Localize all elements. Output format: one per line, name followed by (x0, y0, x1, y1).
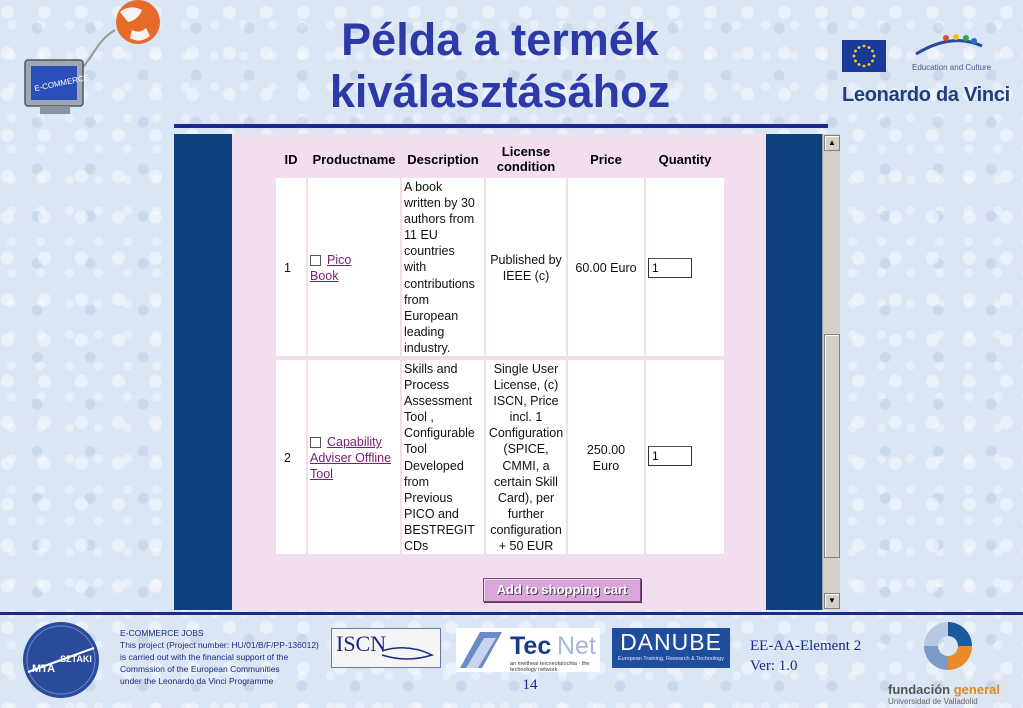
svg-text:E-COMMERCE: E-COMMERCE (33, 72, 90, 94)
license-line: (SPICE, (503, 442, 549, 457)
browser-viewport (174, 134, 840, 610)
desc-line: contributions (404, 276, 475, 291)
desc-line: PICO and (404, 506, 459, 521)
scroll-down-icon[interactable]: ▼ (824, 593, 840, 609)
desc-line: with (404, 260, 427, 275)
header-price: Price (590, 152, 622, 167)
row-2-price (568, 442, 644, 474)
desc-line: Tool (404, 442, 427, 457)
page-number: 14 (522, 677, 538, 693)
desc-line: Previous (404, 490, 453, 505)
price-line: 250.00 (586, 443, 626, 457)
price-line: Euro (592, 459, 620, 474)
tecnet-text-1: Tec (510, 632, 552, 660)
tecnet-logo (456, 628, 600, 672)
row-2-license (486, 361, 566, 554)
project-line: E-COMMERCE JOBS (120, 628, 204, 638)
desc-line: BESTREGIT (404, 522, 475, 537)
row-1-bg (276, 178, 306, 356)
row-2-quantity-input[interactable] (648, 446, 692, 466)
desc-line: leading (404, 324, 445, 339)
element-label: EE-AA-Element 2 (750, 638, 862, 654)
row-1-checkbox[interactable] (310, 255, 321, 266)
header-id: ID (284, 152, 298, 167)
desc-line: countries (404, 244, 455, 259)
general-text: general (953, 682, 1000, 697)
row-1-license (486, 252, 566, 284)
fundacion-text: fundación (888, 682, 951, 697)
leonardo-logo-text: Leonardo da Vinci (842, 84, 1010, 106)
license-line: IEEE (c) (502, 269, 550, 284)
license-line: Single User (493, 362, 559, 376)
desc-line: authors from (404, 212, 475, 227)
row-1-id: 1 (284, 261, 291, 275)
education-culture-text: Education and Culture (912, 63, 992, 72)
desc-line: A book (404, 180, 443, 194)
desc-line: written by 30 (404, 196, 475, 211)
header-quantity: Quantity (658, 152, 712, 167)
row-1-quantity-input[interactable] (648, 258, 692, 278)
row-2-product (310, 434, 391, 482)
license-line: configuration (490, 522, 562, 537)
footer-divider (0, 612, 1023, 615)
project-line: Commssion of the European Communities (120, 664, 280, 674)
desc-line: Tool , (404, 410, 434, 425)
element-version (750, 636, 861, 676)
project-line: under the Leonardo da Vinci Programme (120, 676, 274, 686)
desc-line: from (404, 474, 429, 489)
row-1-product-link[interactable]: Pico (327, 253, 352, 267)
right-side-panel (766, 134, 822, 610)
header-license-line-2: condition (496, 159, 556, 174)
license-line: further (507, 506, 545, 521)
project-info (120, 627, 330, 687)
license-line: ISCN, Price (493, 394, 559, 409)
title-underline (174, 124, 828, 128)
desc-line: from (404, 292, 429, 307)
title-line-1: Példa a termék (341, 14, 659, 65)
row-1-price (568, 260, 644, 276)
desc-line: Process (404, 378, 450, 393)
row-2-bg (276, 360, 306, 554)
danube-tagline: European Training, Research & Technology (618, 656, 724, 662)
add-to-cart-button[interactable]: Add to shopping cart (483, 578, 641, 602)
license-line: CMMI, a (502, 458, 550, 473)
license-line: certain Skill (494, 474, 558, 489)
project-line: This project (Project number: HU/01/B/F/PP-136012) (120, 640, 319, 650)
desc-line: 11 EU (404, 228, 438, 243)
ecommerce-logo (20, 0, 170, 125)
header-license (486, 144, 566, 174)
license-line: + 50 EUR (498, 539, 554, 554)
tecnet-text-2: Net (557, 632, 596, 660)
license-line: Card), per (497, 490, 555, 505)
license-line: incl. 1 (509, 410, 543, 425)
row-2-product-link-cont[interactable]: Tool (310, 467, 333, 482)
sztaki-text: SZTAKI (60, 654, 92, 664)
desc-line: Developed (404, 458, 464, 473)
row-2-id: 2 (284, 451, 291, 465)
scroll-up-icon[interactable]: ▲ (824, 135, 840, 151)
danube-text: DANUBE (620, 629, 722, 655)
version-label: Ver: 1.0 (750, 658, 798, 674)
row-2-product-link[interactable]: Capability (327, 435, 382, 449)
scrollbar-thumb[interactable] (824, 334, 840, 558)
product-table (232, 134, 766, 610)
license-line: Published by (490, 253, 562, 267)
eu-flag-icon (842, 40, 886, 72)
desc-line: Skills and (404, 362, 458, 376)
title-line-2: kiválasztásához (329, 66, 671, 117)
fundacion-general-text (888, 682, 1000, 697)
row-2-product-link-cont[interactable]: Adviser Offline (310, 451, 392, 466)
row-1-description (404, 179, 475, 356)
iscn-logo (331, 628, 441, 668)
fundacion-general-icon (920, 618, 976, 674)
desc-line: CDs (404, 539, 429, 554)
desc-line: Assessment (404, 394, 473, 409)
license-line: Configuration (488, 426, 564, 441)
header-productname: Productname (312, 152, 396, 167)
row-2-description (404, 361, 475, 554)
iscn-text: ISCN (336, 631, 387, 656)
row-1-product (310, 252, 351, 284)
vertical-scrollbar[interactable] (822, 134, 840, 610)
desc-line: industry. (404, 340, 451, 355)
price-line: 60.00 Euro (575, 261, 637, 275)
project-line: is carried out with the financial support of the (120, 652, 289, 662)
header-description: Description (407, 152, 479, 167)
tecnet-tagline: an meitheal teicneolaíochta · the technology network (510, 661, 590, 673)
row-2-checkbox[interactable] (310, 437, 321, 448)
mta-sztaki-logo (18, 620, 104, 700)
danube-logo (612, 628, 730, 668)
row-1-product-link-cont[interactable]: Book (310, 269, 339, 284)
header-license-line-1: License (501, 144, 551, 159)
mta-text: MTA (32, 663, 56, 675)
universidad-text: Universidad de Valladolid (888, 697, 978, 706)
desc-line: Configurable (404, 426, 475, 441)
license-line: License, (c) (493, 378, 559, 393)
slide-title (200, 14, 800, 118)
desc-line: European (404, 308, 459, 323)
left-side-panel (174, 134, 232, 610)
